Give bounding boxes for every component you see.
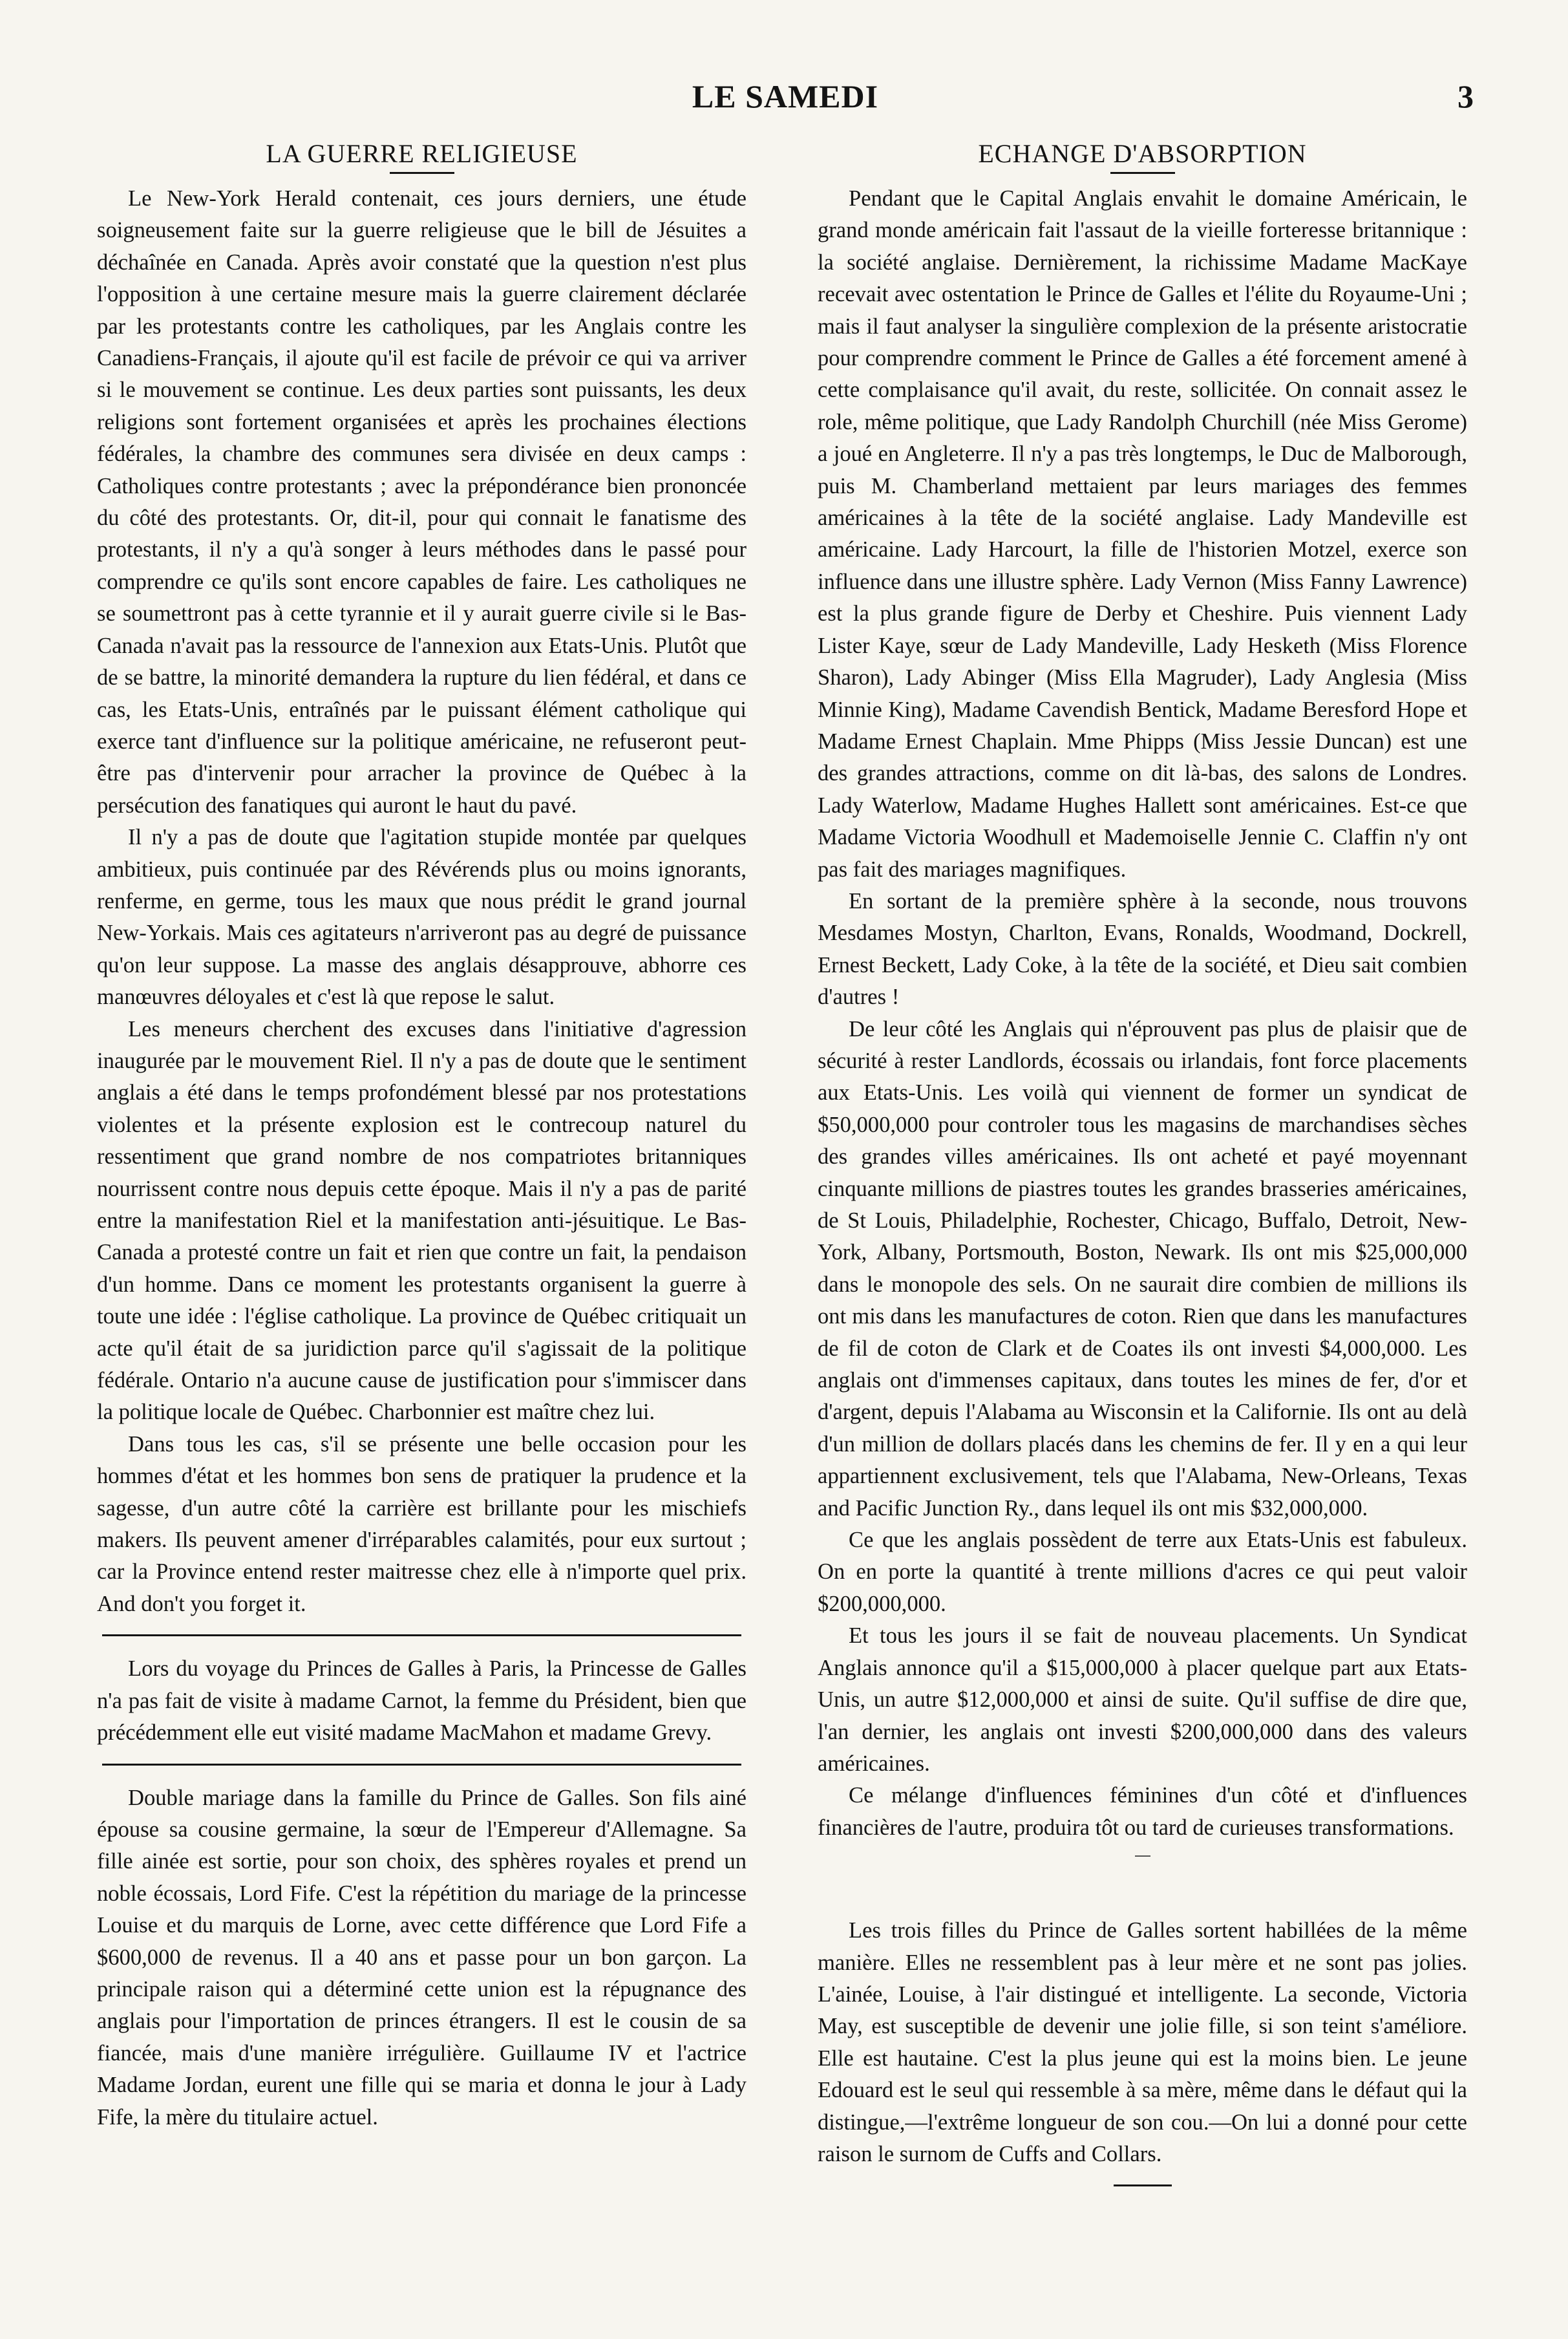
article-paragraph: Et tous les jours il se fait de nouveau placements. Un Syndicat Anglais annonce qu'il a $15,000,000 à placer quelque part aux Etats-Unis, un autre $12,000,000 et ainsi de suite. Qu'il suffise de dire que, l'an dernier, les anglais ont investi $200,000,000 dans des valeurs américaines.: [818, 1623, 1467, 1776]
news-item-prince-paris: Lors du voyage du Princes de Galles à Paris, la Princesse de Galles n'a pas fait de visite à madame Carnot, la femme du Président, bien que précédemment elle eut visité madame MacMahon et madame Grevy.: [97, 1656, 747, 1746]
article-paragraph: Le New-York Herald contenait, ces jours derniers, une étude soigneusement faite sur la guerre religieuse que le bill de Jésuites a déchaînée en Canada. Après avoir constaté que la question n'est plus l'opposition à une certaine mesure mais la guerre clairement déclarée par les protestants contre les catholiques, par les Anglais contre les Canadiens-Français, il ajoute qu'il est facile de prévoir ce qui va arriver si le mouvement se continue. Les deux parties sont puissants, les deux religions sont fortement organisées et après les prochaines élections fédérales, la chambre des communes sera divisée en deux camps : Catholiques contre protestants ; avec la prépondérance bien prononcée du côté des protestants. Or, dit-il, pour qui connait le fanatisme des protestants, il n'y a qu'à songer à leurs méthodes dans le passé pour comprendre ce qu'ils sont encore capables de faire. Les catholiques ne se soumettront pas à cette tyrannie et il y aurait guerre civile si le Bas-Canada n'avait pas la ressource de l'annexion aux Etats-Unis. Plutôt que de se battre, la minorité demandera la rupture du lien fédéral, et dans ce cas, les Etats-Unis, entraînés par le puissant élément catholique qui exerce tant d'influence sur la politique américaine, ne refuseront peut-être pas d'intervenir pour arracher la province de Québec à la persécution des fanatiques qui auront le haut du pavé.: [97, 186, 747, 818]
left-column: [97, 136, 747, 2133]
article-paragraph: Ce mélange d'influences féminines d'un côté et d'influences financières de l'autre, produira tôt ou tard de curieuses transformations.: [818, 1783, 1467, 1840]
section-separator: [102, 1634, 741, 1636]
right-column: [818, 136, 1467, 2186]
ornament-tick: [1135, 1855, 1150, 1857]
title-rule: [1110, 172, 1175, 174]
section-separator: [102, 1764, 741, 1766]
article-paragraph: Ce que les anglais possèdent de terre aux Etats-Unis est fabuleux. On en porte la quantité à trente millions d'acres ce qui peut valoir $200,000,000.: [818, 1528, 1467, 1616]
title-rule: [390, 172, 454, 174]
article-title-guerre-religieuse: LA GUERRE RELIGIEUSE: [266, 139, 578, 168]
article-paragraph: Il n'y a pas de doute que l'agitation stupide montée par quelques ambitieux, puis continuée par des Révérends plus ou moins ignorants, renferme, en germe, tous les maux que nous prédit le grand journal New-Yorkais. Mais ces agitateurs n'arriveront pas au degré de puissance qu'on leur suppose. La masse des anglais désapprouve, abhorre ces manœuvres déloyales et c'est là que repose le salut.: [97, 825, 747, 1010]
article-title-echange-absorption: ECHANGE D'ABSORPTION: [978, 139, 1307, 168]
article-paragraph: Pendant que le Capital Anglais envahit le domaine Américain, le grand monde américain fait l'assaut de la vieille forteresse britannique : la société anglaise. Dernièrement, la richissime Madame MacKaye recevait avec ostentation le Prince de Galles et l'élite du Royaume-Uni ; mais il faut analyser la singulière complexion de la présente aristocratie pour comprendre comment le Prince de Galles a été forcement amené à cette complaisance qu'il avait, du reste, sollicitée. On connait assez le role, même politique, que Lady Randolph Churchill (née Miss Gerome) a joué en Angleterre. Il n'y a pas très longtemps, le Duc de Malborough, puis M. Chamberland mettaient par leurs mariages des femmes américaines à la tête de la société anglaise. Lady Mandeville est américaine. Lady Harcourt, la fille de l'historien Motzel, exerce son influence dans une illustre sphère. Lady Vernon (Miss Fanny Lawrence) est la plus grande figure de Derby et Cheshire. Puis viennent Lady Lister Kaye, sœur de Lady Mandeville, Lady Hesketh (Miss Florence Sharon), Lady Abinger (Miss Ella Magruder), Lady Anglesia (Miss Minnie King), Madame Cavendish Bentick, Madame Beresford Hope et Madame Ernest Chaplain. Mme Phipps (Miss Jessie Duncan) est une des grandes attractions, comme on dit là-bas, des salons de Londres. Lady Waterlow, Madame Hughes Hallett sont américaines. Est-ce que Madame Victoria Woodhull et Mademoiselle Jennie C. Claffin n'y ont pas fait des mariages magnifiques.: [818, 186, 1467, 882]
page-header: [97, 78, 1474, 129]
news-item-double-mariage: Double mariage dans la famille du Prince de Galles. Son fils ainé épouse sa cousine germaine, la sœur de l'Empereur d'Allemagne. Sa fille ainée est sortie, pour son choix, des sphères royales et prend un noble écossais, Lord Fife. C'est la répétition du mariage de la princesse Louise et du marquis de Lorne, avec cette différence que Lord Fife a $600,000 de revenus. Il a 40 ans et passe pour un bon garçon. La principale raison qui a déterminé cette union est la répugnance des anglais pour l'importation de princes étrangers. Il est le cousin de sa fiancée, mais d'une manière irrégulière. Guillaume IV et l'actrice Madame Jordan, eurent une fille qui se maria et donna le jour à Lady Fife, la mère du titulaire actuel.: [97, 1785, 747, 2130]
section-gap: [818, 1844, 1467, 1915]
page-number: 3: [1457, 78, 1474, 114]
end-rule: [1114, 2184, 1172, 2186]
article-paragraph: Les meneurs cherchent des excuses dans l'initiative d'agression inaugurée par le mouvement Riel. Il n'y a pas de doute que le sentiment anglais a été dans le temps profondément blessé par nos protestations violentes et la présente explosion est le contrecoup naturel du ressentiment que grand nombre de nos compatriotes britanniques nourrissent contre nous depuis cette époque. Mais il n'y a pas de parité entre la manifestation Riel et la manifestation anti-jésuitique. Le Bas-Canada a protesté contre un fait et rien que contre un fait, la pendaison d'un homme. Dans ce moment les protestants organisent la guerre à toute une idée : l'église catholique. La province de Québec critiquait un acte qu'il était de sa juridiction parce qu'il s'agissait de la politique fédérale. Ontario n'a aucune cause de justification pour s'immiscer dans la politique locale de Québec. Charbonnier est maître chez lui.: [97, 1016, 747, 1425]
news-item-trois-filles: Les trois filles du Prince de Galles sortent habillées de la même manière. Elles ne ressemblent pas à leur mère et ne sont pas jolies. L'ainée, Louise, à l'air distingué et intelligente. La seconde, Victoria May, est susceptible de devenir une jolie fille, si son teint s'améliore. Elle est hautaine. C'est la plus jeune qui est la moins bien. Le jeune Edouard est le seul qui ressemble à sa mère, même dans le défaut qui la distingue,—l'extrême longueur de son cou.—On lui a donné pour cette raison le surnom de Cuffs and Collars.: [818, 1918, 1467, 2166]
running-title: LE SAMEDI: [692, 78, 879, 114]
article-paragraph: En sortant de la première sphère à la seconde, nous trouvons Mesdames Mostyn, Charlton, Evans, Ronalds, Woodmand, Dockrell, Ernest Beckett, Lady Coke, à la tête de la société, et Dieu sait combien d'autres !: [818, 888, 1467, 1010]
article-paragraph: Dans tous les cas, s'il se présente une belle occasion pour les hommes d'état et les hommes bon sens de pratiquer la prudence et la sagesse, d'un autre côté la carrière est brillante pour les mischiefs makers. Ils peuvent amener d'irréparables calamités, pour eux surtout ; car la Province entend rester maitresse chez elle à n'importe quel prix. And don't you forget it.: [97, 1431, 747, 1616]
article-paragraph: De leur côté les Anglais qui n'éprouvent pas plus de plaisir que de sécurité à rester Landlords, écossais ou irlandais, font force placements aux Etats-Unis. Les voilà qui viennent de former un syndicat de $50,000,000 pour controler tous les magasins de marchandises sèches des grandes villes américaines. Ils ont acheté et payé moyennant cinquante millions de piastres toutes les grandes brasseries américaines, de St Louis, Philadelphie, Rochester, Chicago, Buffalo, Detroit, New-York, Albany, Portsmouth, Boston, Newark. Ils ont mis $25,000,000 dans le monopole des sels. On ne saurait dire combien de millions ils ont mis dans les manufactures de coton. Rien que dans les manufactures de fil de coton de Clark et de Coates ils ont investi $4,000,000. Les anglais ont d'immenses capitaux, dans toutes les mines de fer, d'or et d'argent, depuis l'Alabama au Wisconsin et la Californie. Ils ont au delà d'un million de dollars placés dans les chemins de fer. Il y en a qui leur appartiennent exclusivement, tels que l'Alabama, New-Orleans, Texas and Pacific Junction Ry., dans lequel ils ont mis $32,000,000.: [818, 1016, 1467, 1521]
